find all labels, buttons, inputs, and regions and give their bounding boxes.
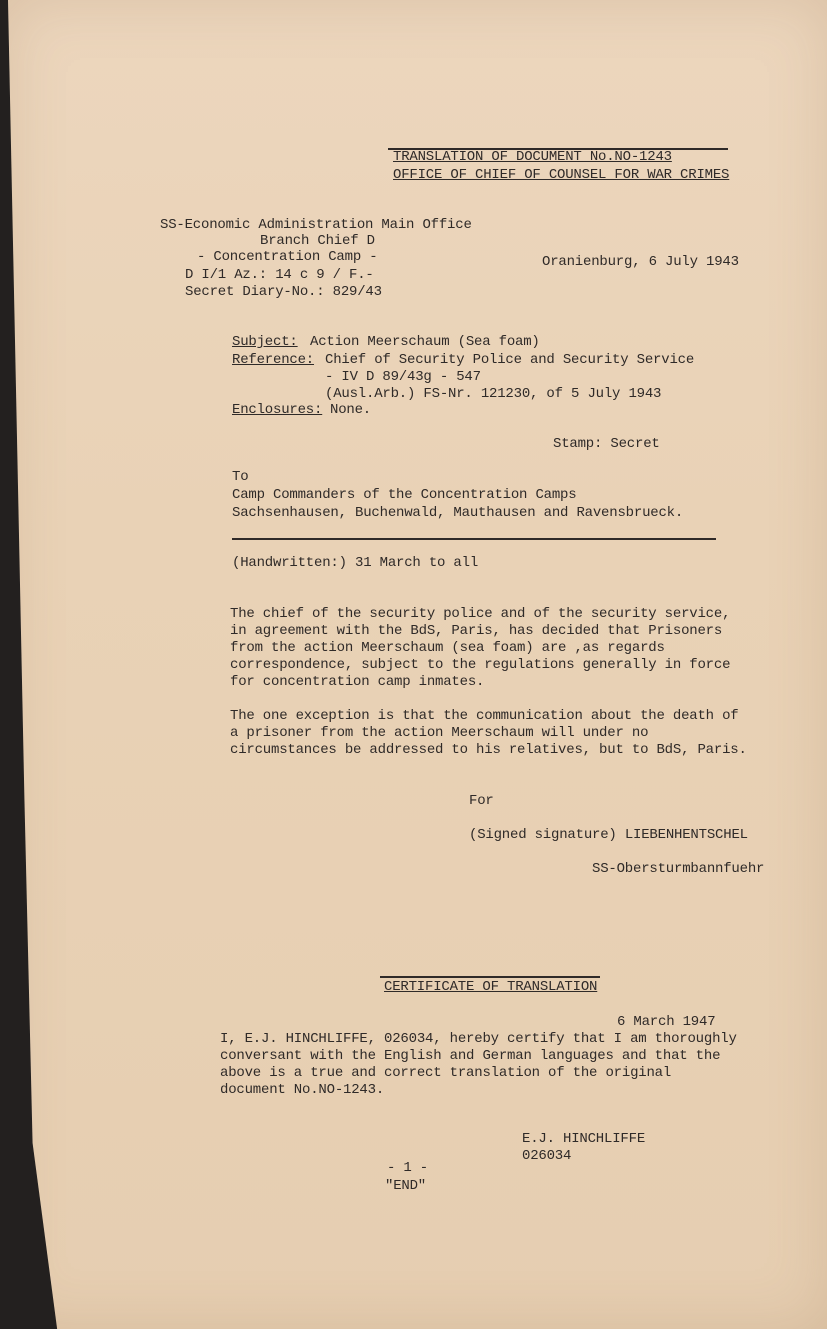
reference-line-2: - IV D 89/43g - 547: [325, 369, 481, 385]
enclosures-text: None.: [330, 402, 372, 418]
header-translation-line: TRANSLATION OF DOCUMENT No.NO-1243: [393, 149, 672, 165]
sender-line-3: - Concentration Camp -: [197, 249, 378, 265]
body-p1-line-1: The chief of the security police and of the security service,: [230, 606, 731, 622]
body-p1-line-4: correspondence, subject to the regulations generally in force: [230, 657, 731, 673]
sender-line-2: Branch Chief D: [260, 233, 375, 249]
certificate-date: 6 March 1947: [617, 1014, 716, 1030]
recipient-divider: [232, 538, 716, 540]
recipient-to: To: [232, 469, 249, 485]
stamp-note: Stamp: Secret: [553, 436, 660, 452]
recipient-line-3: Sachsenhausen, Buchenwald, Mauthausen and Ravensbrueck.: [232, 505, 684, 521]
body-p2-line-1: The one exception is that the communication about the death of: [230, 708, 739, 724]
header-top-rule: [388, 148, 728, 150]
body-p1-line-5: for concentration camp inmates.: [230, 674, 485, 690]
place-date: Oranienburg, 6 July 1943: [542, 254, 739, 270]
body-p2-line-3: circumstances be addressed to his relatives, but to BdS, Paris.: [230, 742, 747, 758]
certificate-signer-name: E.J. HINCHLIFFE: [522, 1131, 646, 1147]
sender-line-5: Secret Diary-No.: 829/43: [185, 284, 382, 300]
closing-signature: (Signed signature) LIEBENHENTSCHEL: [469, 827, 748, 843]
certificate-signer-number: 026034: [522, 1148, 572, 1164]
enclosures-label: Enclosures:: [232, 402, 323, 418]
certificate-title: CERTIFICATE OF TRANSLATION: [384, 979, 598, 995]
end-marker: "END": [385, 1178, 427, 1194]
page-number: - 1 -: [387, 1160, 429, 1176]
reference-line-3: (Ausl.Arb.) FS-Nr. 121230, of 5 July 1943: [325, 386, 662, 402]
sender-line-4: D I/1 Az.: 14 c 9 / F.-: [185, 267, 374, 283]
body-p1-line-3: from the action Meerschaum (sea foam) are ,as regards: [230, 640, 665, 656]
header-office-line: OFFICE OF CHIEF OF COUNSEL FOR WAR CRIMES: [393, 167, 730, 183]
closing-rank: SS-Obersturmbannfuehr: [592, 861, 765, 877]
reference-label: Reference:: [232, 352, 315, 368]
certificate-line-4: document No.NO-1243.: [220, 1082, 385, 1098]
subject-label: Subject:: [232, 334, 298, 350]
subject-text: Action Meerschaum (Sea foam): [310, 334, 540, 350]
body-p1-line-2: in agreement with the BdS, Paris, has decided that Prisoners: [230, 623, 723, 639]
certificate-line-2: conversant with the English and German languages and that the: [220, 1048, 721, 1064]
certificate-line-1: I, E.J. HINCHLIFFE, 026034, hereby certify that I am thoroughly: [220, 1031, 737, 1047]
reference-line-1: Chief of Security Police and Security Service: [325, 352, 695, 368]
handwritten-note: (Handwritten:) 31 March to all: [232, 555, 479, 571]
certificate-top-rule: [380, 976, 600, 978]
certificate-line-3: above is a true and correct translation of the original: [220, 1065, 672, 1081]
recipient-line-2: Camp Commanders of the Concentration Camps: [232, 487, 577, 503]
body-p2-line-2: a prisoner from the action Meerschaum will under no: [230, 725, 649, 741]
sender-line-1: SS-Economic Administration Main Office: [160, 217, 472, 233]
closing-for: For: [469, 793, 494, 809]
